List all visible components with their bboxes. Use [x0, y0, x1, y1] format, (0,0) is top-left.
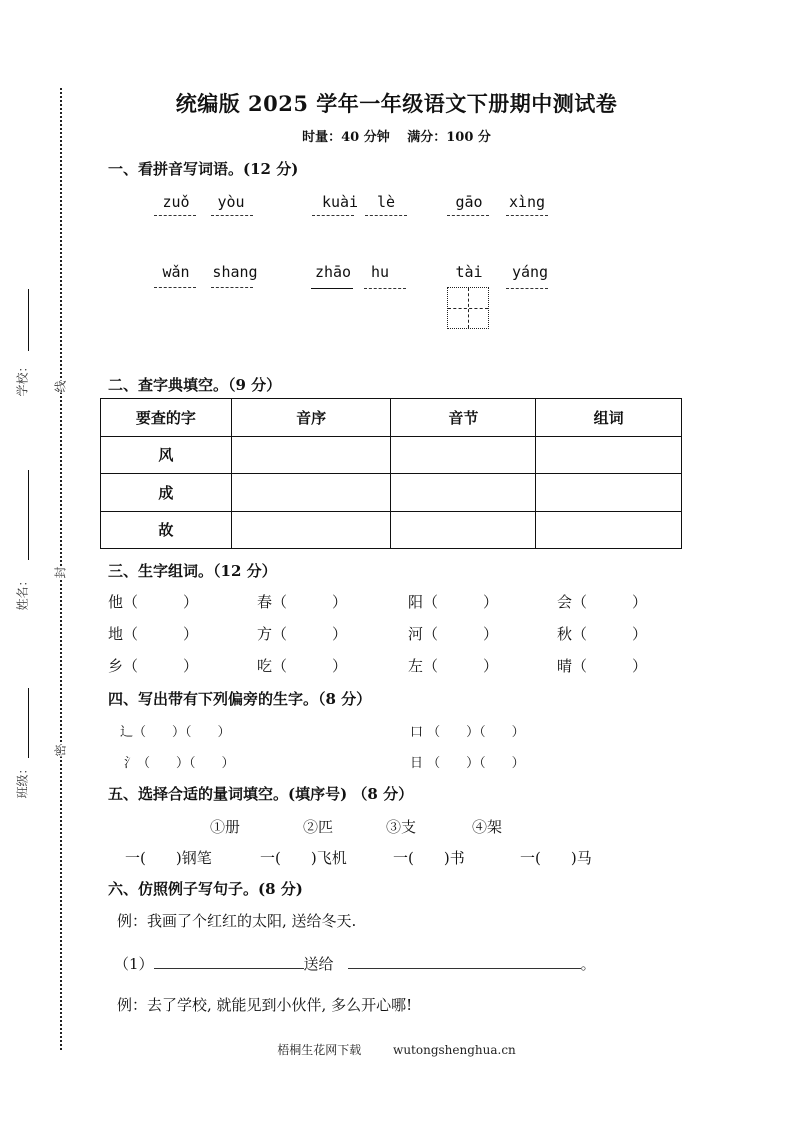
example-sentence-1: 例：我画了个红红的太阳, 送给冬天. — [117, 912, 357, 930]
word-item[interactable]: 秋（ ） — [557, 625, 648, 643]
pinyin-you: yòu — [217, 193, 245, 211]
word-item[interactable]: 河（ ） — [408, 625, 499, 643]
measure-option: ②匹 — [303, 818, 334, 836]
table-row — [101, 511, 682, 549]
dictionary-table — [100, 398, 682, 549]
col-header-yinjie: 音节 — [391, 399, 536, 437]
radical-item[interactable]: 日 （ ）（ ） — [410, 756, 525, 771]
question-1 — [114, 953, 596, 974]
pinyin-shang: shang — [212, 263, 258, 281]
word-item[interactable]: 地（ ） — [108, 625, 199, 643]
table-header-row — [101, 399, 682, 437]
question-middle-text: 送给 — [303, 955, 334, 973]
row-char: 风 — [101, 436, 232, 474]
measure-option: ④架 — [472, 818, 503, 836]
binding-mark-feng: 封 — [50, 566, 71, 578]
binding-mark-xian: 线 — [50, 380, 71, 392]
name-write-line — [28, 470, 29, 560]
tian-zi-ge-box[interactable] — [447, 287, 489, 329]
answer-cell[interactable] — [536, 511, 682, 549]
footer-site-name: 梧桐生花网下载 — [277, 1043, 362, 1057]
answer-line[interactable] — [211, 215, 253, 216]
answer-line[interactable] — [447, 215, 489, 216]
pinyin-tai: tài — [455, 263, 483, 281]
measure-option: ③支 — [386, 818, 417, 836]
pinyin-zuo: zuǒ — [162, 193, 190, 211]
measure-blank[interactable]: 一( )书 — [393, 849, 465, 867]
class-write-line — [28, 688, 29, 758]
example-sentence-2: 例：去了学校, 就能见到小伙伴, 多么开心哪! — [117, 996, 413, 1014]
question-end: 。 — [580, 955, 596, 973]
word-item[interactable]: 晴（ ） — [557, 657, 648, 675]
answer-line[interactable] — [312, 215, 354, 216]
word-item[interactable]: 春（ ） — [257, 593, 348, 611]
table-row — [101, 436, 682, 474]
binding-mark-mi: 密 — [50, 744, 71, 756]
measure-option: ①册 — [210, 818, 241, 836]
answer-line[interactable] — [311, 288, 353, 289]
word-item[interactable]: 左（ ） — [408, 657, 499, 675]
section2-heading: 二、查字典填空。（9 分） — [108, 376, 282, 394]
row-char: 成 — [101, 474, 232, 512]
answer-cell[interactable] — [536, 474, 682, 512]
answer-line[interactable] — [154, 215, 196, 216]
col-header-yinxu: 音序 — [231, 399, 391, 437]
school-write-line — [28, 289, 29, 351]
answer-cell[interactable] — [391, 436, 536, 474]
pinyin-xing: xìng — [508, 193, 546, 211]
pinyin-hu: hu — [370, 263, 390, 281]
table-row — [101, 474, 682, 512]
section6-heading: 六、仿照例子写句子。(8 分) — [108, 880, 303, 898]
question-number: （1） — [114, 955, 154, 973]
col-header-char: 要查的字 — [101, 399, 232, 437]
col-header-zuci: 组词 — [536, 399, 682, 437]
answer-cell[interactable] — [231, 474, 391, 512]
blank-line-2[interactable] — [348, 955, 581, 969]
radical-item[interactable]: 口 （ ）（ ） — [410, 725, 525, 740]
answer-line[interactable] — [506, 288, 548, 289]
answer-line[interactable] — [364, 288, 406, 289]
pinyin-zhao: zhāo — [314, 263, 352, 281]
name-label: 姓名： — [15, 574, 30, 611]
class-label: 班级： — [15, 762, 30, 799]
radical-item[interactable]: 氵（ ）（ ） — [124, 756, 235, 771]
section1-heading: 一、看拼音写词语。(12 分) — [108, 160, 299, 178]
word-item[interactable]: 方（ ） — [257, 625, 348, 643]
footer-site-url[interactable]: wutongshenghua.cn — [393, 1043, 516, 1057]
word-item[interactable]: 吃（ ） — [257, 657, 348, 675]
exam-info: 时量：40 分钟 满分：100 分 — [302, 130, 491, 145]
answer-line[interactable] — [211, 287, 253, 288]
answer-line[interactable] — [365, 215, 407, 216]
pinyin-gao: gāo — [455, 193, 483, 211]
measure-blank[interactable]: 一( )钢笔 — [125, 849, 212, 867]
answer-cell[interactable] — [391, 511, 536, 549]
pinyin-kuai: kuài — [321, 193, 359, 211]
page-title: 统编版 2025 学年一年级语文下册期中测试卷 — [175, 91, 618, 116]
section5-heading: 五、选择合适的量词填空。(填序号) （8 分） — [108, 785, 414, 803]
blank-line-1[interactable] — [154, 955, 304, 969]
school-label: 学校： — [15, 360, 30, 397]
answer-cell[interactable] — [536, 436, 682, 474]
answer-cell[interactable] — [391, 474, 536, 512]
answer-cell[interactable] — [231, 511, 391, 549]
pinyin-wan: wǎn — [162, 263, 190, 281]
word-item[interactable]: 乡（ ） — [108, 657, 199, 675]
answer-line[interactable] — [154, 287, 196, 288]
word-item[interactable]: 会（ ） — [557, 593, 648, 611]
answer-cell[interactable] — [231, 436, 391, 474]
answer-line[interactable] — [506, 215, 548, 216]
word-item[interactable]: 他（ ） — [108, 593, 199, 611]
pinyin-yang: yáng — [511, 263, 549, 281]
section3-heading: 三、生字组词。（12 分） — [108, 562, 277, 580]
page-footer — [0, 1041, 793, 1058]
word-item[interactable]: 阳（ ） — [408, 593, 499, 611]
measure-blank[interactable]: 一( )飞机 — [260, 849, 347, 867]
radical-item[interactable]: 辶（ ）（ ） — [120, 725, 231, 740]
measure-blank[interactable]: 一( )马 — [520, 849, 592, 867]
row-char: 故 — [101, 511, 232, 549]
section4-heading: 四、写出带有下列偏旁的生字。（8 分） — [108, 690, 372, 708]
pinyin-le: lè — [376, 193, 396, 211]
